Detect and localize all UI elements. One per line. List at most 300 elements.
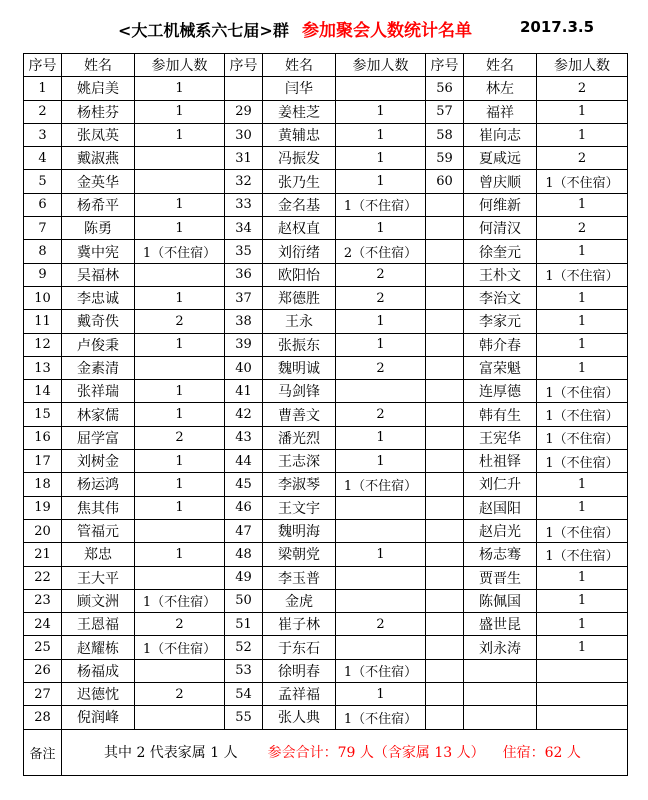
count-cell: 1 <box>537 473 628 496</box>
name-cell: 郑忠 <box>62 543 135 566</box>
count-cell: 2 <box>537 147 628 170</box>
count-cell: 1（不住宿） <box>336 193 426 216</box>
seq-cell: 22 <box>24 566 62 589</box>
seq-cell: 5 <box>24 170 62 193</box>
name-cell: 林家儒 <box>62 403 135 426</box>
count-cell <box>336 77 426 100</box>
seq-cell: 44 <box>225 450 263 473</box>
name-cell: 吴福林 <box>62 263 135 286</box>
count-cell: 1 <box>135 193 225 216</box>
count-cell <box>336 566 426 589</box>
count-cell: 1（不住宿） <box>336 706 426 729</box>
name-cell <box>464 659 537 682</box>
count-cell: 1 <box>537 566 628 589</box>
name-cell: 林左 <box>464 77 537 100</box>
count-cell: 2（不住宿） <box>336 240 426 263</box>
name-cell: 陈勇 <box>62 217 135 240</box>
name-cell: 杨福成 <box>62 659 135 682</box>
table-row <box>24 286 628 309</box>
table-row <box>24 706 628 729</box>
column-header: 姓名 <box>263 54 336 77</box>
table-row <box>24 123 628 146</box>
seq-cell: 23 <box>24 589 62 612</box>
count-cell: 1（不住宿） <box>537 426 628 449</box>
seq-cell: 9 <box>24 263 62 286</box>
table-header-row <box>24 54 628 77</box>
seq-cell: 48 <box>225 543 263 566</box>
name-cell: 杨希平 <box>62 193 135 216</box>
seq-cell: 53 <box>225 659 263 682</box>
seq-cell: 8 <box>24 240 62 263</box>
count-cell: 1 <box>336 217 426 240</box>
count-cell <box>135 566 225 589</box>
count-cell: 1 <box>135 380 225 403</box>
seq-cell <box>426 310 464 333</box>
seq-cell <box>426 613 464 636</box>
seq-cell: 17 <box>24 450 62 473</box>
count-cell <box>135 263 225 286</box>
total-count: 参会合计：79 人（含家属 13 人） <box>267 745 485 762</box>
seq-cell <box>426 193 464 216</box>
count-cell: 2 <box>336 403 426 426</box>
name-cell: 潘光烈 <box>263 426 336 449</box>
seq-cell: 41 <box>225 380 263 403</box>
seq-cell: 42 <box>225 403 263 426</box>
name-cell: 王恩福 <box>62 613 135 636</box>
count-cell <box>336 636 426 659</box>
count-cell: 2 <box>336 263 426 286</box>
count-cell: 1 <box>537 240 628 263</box>
name-cell: 曾庆顺 <box>464 170 537 193</box>
name-cell: 崔子林 <box>263 613 336 636</box>
seq-cell: 39 <box>225 333 263 356</box>
name-cell: 徐奎元 <box>464 240 537 263</box>
count-cell: 1（不住宿） <box>537 263 628 286</box>
seq-cell: 6 <box>24 193 62 216</box>
table-row <box>24 263 628 286</box>
seq-cell <box>426 543 464 566</box>
table-row <box>24 613 628 636</box>
seq-cell <box>426 217 464 240</box>
count-cell: 1 <box>537 356 628 379</box>
seq-cell: 35 <box>225 240 263 263</box>
remark-note: 其中 2 代表家属 1 人 <box>104 745 238 762</box>
seq-cell: 2 <box>24 100 62 123</box>
name-cell: 王大平 <box>62 566 135 589</box>
name-cell <box>464 706 537 729</box>
name-cell: 刘仁升 <box>464 473 537 496</box>
count-cell: 1 <box>537 310 628 333</box>
count-cell: 1（不住宿） <box>135 636 225 659</box>
seq-cell: 32 <box>225 170 263 193</box>
name-cell: 冀中宪 <box>62 240 135 263</box>
seq-cell <box>426 636 464 659</box>
name-cell: 何维新 <box>464 193 537 216</box>
table-row <box>24 240 628 263</box>
seq-cell: 25 <box>24 636 62 659</box>
seq-cell: 49 <box>225 566 263 589</box>
document-title: 参加聚会人数统计名单 <box>302 21 472 41</box>
seq-cell: 10 <box>24 286 62 309</box>
count-cell: 1 <box>537 123 628 146</box>
name-cell: 福祥 <box>464 100 537 123</box>
name-cell: 富荣魁 <box>464 356 537 379</box>
count-cell <box>537 706 628 729</box>
name-cell: 杨桂芬 <box>62 100 135 123</box>
name-cell: 张人典 <box>263 706 336 729</box>
name-cell: 杨运鸿 <box>62 473 135 496</box>
name-cell: 曹善文 <box>263 403 336 426</box>
seq-cell: 11 <box>24 310 62 333</box>
count-cell: 1 <box>135 473 225 496</box>
table-row <box>24 193 628 216</box>
seq-cell: 28 <box>24 706 62 729</box>
seq-cell <box>426 683 464 706</box>
count-cell <box>336 496 426 519</box>
name-cell: 连厚德 <box>464 380 537 403</box>
seq-cell: 40 <box>225 356 263 379</box>
seq-cell: 26 <box>24 659 62 682</box>
name-cell: 郑德胜 <box>263 286 336 309</box>
name-cell: 盛世昆 <box>464 613 537 636</box>
table-row <box>24 426 628 449</box>
table-row <box>24 356 628 379</box>
name-cell: 孟祥福 <box>263 683 336 706</box>
count-cell: 1（不住宿） <box>537 450 628 473</box>
count-cell: 1 <box>336 123 426 146</box>
count-cell: 2 <box>135 426 225 449</box>
seq-cell <box>426 519 464 542</box>
count-cell <box>336 380 426 403</box>
seq-cell: 60 <box>426 170 464 193</box>
seq-cell: 50 <box>225 589 263 612</box>
count-cell <box>135 356 225 379</box>
seq-cell <box>426 286 464 309</box>
count-cell: 2 <box>336 286 426 309</box>
count-cell <box>135 519 225 542</box>
name-cell: 刘永涛 <box>464 636 537 659</box>
seq-cell <box>426 706 464 729</box>
name-cell: 顾文洲 <box>62 589 135 612</box>
seq-cell <box>426 356 464 379</box>
table-row <box>24 403 628 426</box>
seq-cell <box>426 566 464 589</box>
name-cell: 戴奇佚 <box>62 310 135 333</box>
count-cell <box>336 519 426 542</box>
count-cell: 2 <box>336 356 426 379</box>
seq-cell: 14 <box>24 380 62 403</box>
column-header: 参加人数 <box>336 54 426 77</box>
name-cell: 赵启光 <box>464 519 537 542</box>
seq-cell: 3 <box>24 123 62 146</box>
table-row <box>24 380 628 403</box>
count-cell: 1（不住宿） <box>336 659 426 682</box>
seq-cell <box>426 333 464 356</box>
count-cell: 1 <box>135 543 225 566</box>
table-row <box>24 473 628 496</box>
name-cell: 冯振发 <box>263 147 336 170</box>
table-row <box>24 636 628 659</box>
count-cell: 1 <box>135 123 225 146</box>
name-cell: 王志深 <box>263 450 336 473</box>
count-cell: 1 <box>537 286 628 309</box>
name-cell: 赵耀栋 <box>62 636 135 659</box>
count-cell: 1 <box>336 100 426 123</box>
name-cell: 陈佩国 <box>464 589 537 612</box>
remark-cell <box>62 729 628 775</box>
name-cell: 刘衍绪 <box>263 240 336 263</box>
count-cell: 1 <box>135 450 225 473</box>
table-row <box>24 566 628 589</box>
seq-cell: 31 <box>225 147 263 170</box>
seq-cell <box>426 589 464 612</box>
seq-cell <box>426 450 464 473</box>
count-cell <box>336 589 426 612</box>
count-cell: 1 <box>336 170 426 193</box>
name-cell: 韩有生 <box>464 403 537 426</box>
name-cell: 戴淑燕 <box>62 147 135 170</box>
count-cell <box>537 659 628 682</box>
seq-cell: 19 <box>24 496 62 519</box>
name-cell: 贾晋生 <box>464 566 537 589</box>
name-cell: 张乃生 <box>263 170 336 193</box>
column-header: 参加人数 <box>135 54 225 77</box>
count-cell: 1 <box>135 77 225 100</box>
name-cell: 金名基 <box>263 193 336 216</box>
seq-cell: 43 <box>225 426 263 449</box>
count-cell: 1 <box>336 426 426 449</box>
table-row <box>24 147 628 170</box>
name-cell: 李忠诚 <box>62 286 135 309</box>
table-row <box>24 310 628 333</box>
table-row <box>24 217 628 240</box>
name-cell: 金素清 <box>62 356 135 379</box>
document-header <box>0 14 648 44</box>
name-cell: 张振东 <box>263 333 336 356</box>
count-cell: 1（不住宿） <box>537 380 628 403</box>
table-row <box>24 589 628 612</box>
seq-cell: 55 <box>225 706 263 729</box>
seq-cell <box>426 403 464 426</box>
table-row <box>24 450 628 473</box>
seq-cell: 56 <box>426 77 464 100</box>
count-cell <box>135 659 225 682</box>
seq-cell: 37 <box>225 286 263 309</box>
count-cell: 1 <box>135 403 225 426</box>
seq-cell: 58 <box>426 123 464 146</box>
table-row <box>24 519 628 542</box>
table-row <box>24 100 628 123</box>
name-cell: 王宪华 <box>464 426 537 449</box>
count-cell: 1 <box>336 683 426 706</box>
count-cell: 1 <box>537 589 628 612</box>
seq-cell: 20 <box>24 519 62 542</box>
seq-cell <box>426 240 464 263</box>
document-date: 2017.3.5 <box>520 18 595 36</box>
name-cell: 李玉普 <box>263 566 336 589</box>
seq-cell <box>426 659 464 682</box>
seq-cell: 24 <box>24 613 62 636</box>
name-cell: 赵国阳 <box>464 496 537 519</box>
name-cell: 于东石 <box>263 636 336 659</box>
table-row <box>24 170 628 193</box>
seq-cell <box>426 263 464 286</box>
count-cell: 1（不住宿） <box>135 240 225 263</box>
table-row <box>24 543 628 566</box>
column-header: 参加人数 <box>537 54 628 77</box>
count-cell: 1（不住宿） <box>537 403 628 426</box>
column-header: 姓名 <box>464 54 537 77</box>
column-header: 序号 <box>225 54 263 77</box>
table-row <box>24 496 628 519</box>
name-cell: 倪润峰 <box>62 706 135 729</box>
seq-cell: 16 <box>24 426 62 449</box>
count-cell <box>135 147 225 170</box>
seq-cell <box>225 77 263 100</box>
count-cell: 2 <box>135 683 225 706</box>
count-cell: 1 <box>537 613 628 636</box>
seq-cell: 57 <box>426 100 464 123</box>
column-header: 序号 <box>24 54 62 77</box>
name-cell: 刘树金 <box>62 450 135 473</box>
name-cell: 屈学富 <box>62 426 135 449</box>
seq-cell <box>426 473 464 496</box>
name-cell: 欧阳怡 <box>263 263 336 286</box>
seq-cell: 29 <box>225 100 263 123</box>
count-cell: 1 <box>537 100 628 123</box>
name-cell: 张祥瑞 <box>62 380 135 403</box>
seq-cell: 4 <box>24 147 62 170</box>
name-cell: 王朴文 <box>464 263 537 286</box>
count-cell: 1 <box>537 193 628 216</box>
name-cell: 王文宇 <box>263 496 336 519</box>
name-cell: 杨志骞 <box>464 543 537 566</box>
table-row <box>24 333 628 356</box>
count-cell: 1（不住宿） <box>135 589 225 612</box>
name-cell: 黄辅忠 <box>263 123 336 146</box>
name-cell: 李淑琴 <box>263 473 336 496</box>
seq-cell: 21 <box>24 543 62 566</box>
count-cell: 1 <box>336 147 426 170</box>
name-cell: 赵权直 <box>263 217 336 240</box>
table-row <box>24 683 628 706</box>
seq-cell <box>426 380 464 403</box>
seq-cell: 30 <box>225 123 263 146</box>
name-cell: 马剑锋 <box>263 380 336 403</box>
count-cell: 1 <box>135 496 225 519</box>
column-header: 序号 <box>426 54 464 77</box>
name-cell: 姜桂芝 <box>263 100 336 123</box>
name-cell <box>464 683 537 706</box>
count-cell: 1（不住宿） <box>537 543 628 566</box>
count-cell: 1（不住宿） <box>537 170 628 193</box>
seq-cell: 13 <box>24 356 62 379</box>
count-cell: 1（不住宿） <box>336 473 426 496</box>
seq-cell <box>426 496 464 519</box>
seq-cell <box>426 426 464 449</box>
count-cell <box>537 683 628 706</box>
name-cell: 管福元 <box>62 519 135 542</box>
name-cell: 徐明春 <box>263 659 336 682</box>
count-cell <box>135 170 225 193</box>
seq-cell: 33 <box>225 193 263 216</box>
count-cell: 1 <box>537 496 628 519</box>
name-cell: 李治文 <box>464 286 537 309</box>
table-row <box>24 77 628 100</box>
table-body <box>24 77 628 729</box>
name-cell: 李家元 <box>464 310 537 333</box>
name-cell: 迟德忱 <box>62 683 135 706</box>
seq-cell: 12 <box>24 333 62 356</box>
seq-cell: 27 <box>24 683 62 706</box>
count-cell: 2 <box>135 613 225 636</box>
name-cell: 杜祖铎 <box>464 450 537 473</box>
seq-cell: 15 <box>24 403 62 426</box>
count-cell: 1 <box>135 217 225 240</box>
name-cell: 金英华 <box>62 170 135 193</box>
name-cell: 卢俊秉 <box>62 333 135 356</box>
name-cell: 梁朝党 <box>263 543 336 566</box>
count-cell: 1 <box>135 286 225 309</box>
seq-cell: 54 <box>225 683 263 706</box>
count-cell: 2 <box>135 310 225 333</box>
name-cell: 韩介春 <box>464 333 537 356</box>
name-cell: 焦其伟 <box>62 496 135 519</box>
seq-cell: 45 <box>225 473 263 496</box>
count-cell: 1 <box>336 450 426 473</box>
count-cell <box>135 706 225 729</box>
count-cell: 2 <box>336 613 426 636</box>
count-cell: 1 <box>336 333 426 356</box>
seq-cell: 36 <box>225 263 263 286</box>
count-cell: 1 <box>135 333 225 356</box>
name-cell: 姚启美 <box>62 77 135 100</box>
count-cell: 1 <box>336 310 426 333</box>
name-cell: 魏明诚 <box>263 356 336 379</box>
name-cell: 崔向志 <box>464 123 537 146</box>
seq-cell: 1 <box>24 77 62 100</box>
group-name: <大工机械系六七届>群 <box>118 21 289 40</box>
name-cell: 何清汉 <box>464 217 537 240</box>
column-header: 姓名 <box>62 54 135 77</box>
name-cell: 魏明海 <box>263 519 336 542</box>
seq-cell: 47 <box>225 519 263 542</box>
table-row <box>24 659 628 682</box>
seq-cell: 7 <box>24 217 62 240</box>
seq-cell: 34 <box>225 217 263 240</box>
name-cell: 张凤英 <box>62 123 135 146</box>
count-cell: 2 <box>537 217 628 240</box>
count-cell: 1 <box>135 100 225 123</box>
remark-label: 备注 <box>24 729 62 775</box>
count-cell: 1（不住宿） <box>537 519 628 542</box>
seq-cell: 46 <box>225 496 263 519</box>
count-cell: 1 <box>537 333 628 356</box>
name-cell: 闫华 <box>263 77 336 100</box>
table-footer-row <box>24 729 628 775</box>
name-cell: 夏咸远 <box>464 147 537 170</box>
count-cell: 1 <box>336 543 426 566</box>
seq-cell: 38 <box>225 310 263 333</box>
count-cell: 1 <box>537 636 628 659</box>
attendance-table <box>23 53 628 776</box>
name-cell: 金虎 <box>263 589 336 612</box>
seq-cell: 59 <box>426 147 464 170</box>
count-cell: 2 <box>537 77 628 100</box>
seq-cell: 51 <box>225 613 263 636</box>
seq-cell: 52 <box>225 636 263 659</box>
stay-count: 住宿：62 人 <box>502 745 581 762</box>
